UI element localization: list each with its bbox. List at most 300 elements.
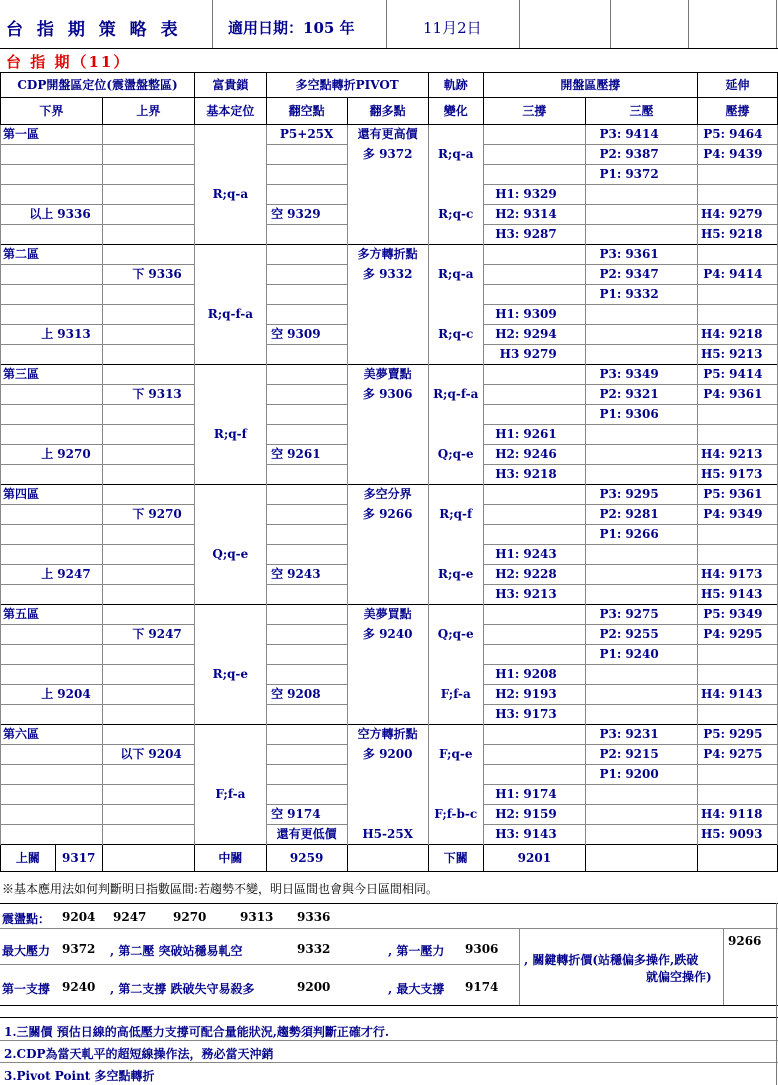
table-cell: [428, 465, 483, 485]
table-cell: [586, 705, 624, 725]
table-cell: [623, 345, 660, 365]
table-cell: [285, 525, 347, 545]
table-cell: [285, 185, 347, 205]
table-cell: [285, 725, 347, 745]
table-cell: 9213: [727, 445, 777, 465]
table-cell: [347, 185, 428, 205]
mid-gate-value: 9259: [266, 845, 347, 872]
table-cell: [266, 765, 285, 785]
osc-value: 9270: [173, 910, 207, 924]
table-cell: [146, 125, 194, 145]
table-cell: P3:: [586, 245, 624, 265]
table-cell: [483, 725, 521, 745]
table-cell: [586, 445, 624, 465]
table-cell: [347, 805, 428, 825]
table-cell: [102, 325, 146, 345]
table-cell: [565, 245, 586, 265]
table-cell: 空: [266, 325, 285, 345]
table-cell: 9361: [727, 385, 777, 405]
table-cell: [102, 525, 146, 545]
table-cell: [428, 185, 483, 205]
table-cell: [102, 725, 146, 745]
table-cell: [1, 645, 56, 665]
table-cell: [195, 725, 267, 745]
max-sup-label: , 最大支撐: [388, 982, 445, 996]
table-cell: [565, 225, 586, 245]
table-cell: [623, 825, 660, 845]
table-cell: [347, 405, 428, 425]
table-cell: Q;q-e: [195, 545, 267, 565]
table-cell: [55, 725, 102, 745]
divider: [386, 0, 387, 48]
table-cell: P4:: [698, 625, 727, 645]
table-cell: [55, 165, 102, 185]
table-cell: [727, 545, 777, 565]
table-cell: [623, 805, 660, 825]
table-cell: [195, 525, 267, 545]
table-cell: [55, 645, 102, 665]
table-cell: [266, 185, 285, 205]
table-cell: [55, 245, 102, 265]
applicable-date-label: 適用日期：105 年: [228, 19, 355, 37]
second-sup-value: 9200: [297, 980, 331, 994]
table-cell: [146, 725, 194, 745]
table-cell: [347, 285, 428, 305]
table-cell: [586, 805, 624, 825]
divider: [212, 0, 213, 48]
table-cell: [1, 625, 56, 645]
table-cell: [727, 705, 777, 725]
table-cell: 9349: [727, 505, 777, 525]
table-cell: [661, 445, 698, 465]
table-cell: [521, 125, 564, 145]
table-cell: [146, 465, 194, 485]
zone-name: 第四區: [1, 485, 56, 505]
table-row: [1, 505, 778, 525]
table-cell: [521, 765, 564, 785]
upper-gate-label: 上關: [1, 845, 56, 872]
table-cell: P3:: [586, 725, 624, 745]
table-row: [1, 465, 778, 485]
table-cell: 9243: [285, 565, 347, 585]
table-cell: [565, 405, 586, 425]
table-cell: [483, 605, 521, 625]
long-pivot: 多 9240: [347, 625, 428, 645]
table-cell: [102, 185, 146, 205]
key-label: , 關鍵轉折價(站穩偏多操作,跌破: [524, 953, 699, 967]
divider: [776, 0, 777, 48]
table-cell: 9414: [727, 365, 777, 385]
table-cell: 9349: [727, 605, 777, 625]
table-cell: P2:: [586, 505, 624, 525]
table-cell: [727, 245, 777, 265]
table-cell: [521, 365, 564, 385]
table-row: [1, 125, 778, 145]
upper-gate-value: 9317: [55, 845, 102, 872]
table-cell: [661, 365, 698, 385]
table-cell: [1, 785, 56, 805]
table-row: [1, 165, 778, 185]
table-cell: 9228: [521, 565, 564, 585]
key-value: 9266: [728, 934, 762, 948]
table-row: [1, 405, 778, 425]
table-cell: [727, 785, 777, 805]
table-cell: [146, 605, 194, 625]
table-cell: [623, 325, 660, 345]
table-cell: [266, 585, 285, 605]
zone-name: 第二區: [1, 245, 56, 265]
table-cell: H2:: [483, 445, 521, 465]
table-cell: [623, 425, 660, 445]
table-cell: [483, 285, 521, 305]
table-cell: [266, 485, 285, 505]
table-cell: [586, 425, 624, 445]
table-cell: [586, 305, 624, 325]
long-pivot: 多 9306: [347, 385, 428, 405]
table-cell: 9414: [727, 265, 777, 285]
table-cell: H1:: [483, 305, 521, 325]
table-cell: 9213: [727, 345, 777, 365]
table-cell: [55, 365, 102, 385]
table-cell: P4:: [698, 385, 727, 405]
long-pivot: 多 9266: [347, 505, 428, 525]
table-cell: [55, 125, 102, 145]
table-row: [1, 725, 778, 745]
table-cell: 9173: [727, 465, 777, 485]
table-cell: 9261: [285, 445, 347, 465]
col-group-cdp: CDP開盤區定位(震盪盤整區): [1, 73, 195, 98]
table-cell: 空: [266, 205, 285, 225]
table-cell: 下: [102, 385, 146, 405]
table-cell: [195, 205, 267, 225]
table-cell: R;q-f: [195, 425, 267, 445]
table-cell: [661, 605, 698, 625]
pivot-note: 空方轉折點: [347, 725, 428, 745]
zone-name: 第五區: [1, 605, 56, 625]
table-cell: R;q-c: [428, 325, 483, 345]
col-extend: 延伸: [698, 73, 778, 98]
table-cell: [1, 825, 56, 845]
table-row: [1, 245, 778, 265]
table-cell: P2:: [586, 625, 624, 645]
table-cell: P5:: [698, 725, 727, 745]
table-cell: [146, 305, 194, 325]
table-cell: H1:: [483, 785, 521, 805]
max-press-value: 9372: [62, 942, 96, 956]
table-cell: [266, 265, 285, 285]
table-cell: [347, 345, 428, 365]
table-cell: [565, 185, 586, 205]
table-cell: [565, 765, 586, 785]
table-row: [1, 385, 778, 405]
table-cell: [521, 405, 564, 425]
table-cell: [146, 525, 194, 545]
table-cell: [1, 505, 56, 525]
table-cell: 9218: [727, 225, 777, 245]
zone-name: 第三區: [1, 365, 56, 385]
table-cell: [727, 405, 777, 425]
table-cell: [727, 165, 777, 185]
table-cell: 9279: [727, 205, 777, 225]
table-cell: H3:: [483, 225, 521, 245]
table-cell: [102, 305, 146, 325]
table-cell: [565, 585, 586, 605]
table-cell: H1:: [483, 425, 521, 445]
table-cell: [55, 225, 102, 245]
table-cell: [195, 405, 267, 425]
table-cell: [661, 145, 698, 165]
table-cell: [698, 305, 727, 325]
table-cell: [266, 385, 285, 405]
table-cell: [146, 345, 194, 365]
divider: [610, 0, 611, 48]
table-cell: 9336: [146, 265, 194, 285]
col-group-pivot: 多空點轉折PIVOT: [266, 73, 428, 98]
table-cell: [102, 225, 146, 245]
table-cell: 9143: [523, 827, 557, 841]
table-cell: [347, 785, 428, 805]
table-cell: H5:: [698, 825, 727, 845]
table-cell: [565, 265, 586, 285]
table-cell: H3:: [483, 585, 521, 605]
table-cell: 9295: [623, 485, 660, 505]
table-cell: P5:: [698, 605, 727, 625]
table-cell: [565, 725, 586, 745]
table-row: [1, 285, 778, 305]
table-cell: [565, 545, 586, 565]
divider: [723, 928, 724, 1005]
table-cell: H2:: [483, 565, 521, 585]
table-cell: [521, 285, 564, 305]
table-cell: [347, 325, 428, 345]
table-cell: [1, 585, 56, 605]
table-cell: 9213: [523, 587, 557, 601]
table-cell: 上: [1, 685, 56, 705]
table-cell: [347, 165, 428, 185]
table-cell: [102, 805, 146, 825]
table-cell: [521, 505, 564, 525]
table-cell: [285, 745, 347, 765]
table-cell: [661, 785, 698, 805]
table-cell: [565, 145, 586, 165]
table-cell: [347, 645, 428, 665]
table-cell: [195, 445, 267, 465]
table-cell: [483, 385, 521, 405]
table-cell: P4:: [698, 265, 727, 285]
col-flip-short: 翻空點: [266, 98, 347, 125]
table-cell: [266, 365, 285, 385]
table-cell: P5:: [698, 125, 727, 145]
table-cell: [102, 485, 146, 505]
table-cell: 9208: [285, 685, 347, 705]
table-cell: [1, 265, 56, 285]
table-cell: [285, 465, 347, 485]
table-cell: 9439: [727, 145, 777, 165]
table-cell: [623, 705, 660, 725]
table-cell: [102, 645, 146, 665]
table-cell: [586, 785, 624, 805]
table-cell: [146, 285, 194, 305]
table-cell: [146, 585, 194, 605]
table-cell: [661, 665, 698, 685]
table-cell: H5:: [698, 345, 727, 365]
table-cell: [661, 705, 698, 725]
table-cell: P1:: [586, 165, 624, 185]
table-cell: 9173: [523, 707, 557, 721]
table-cell: 9313: [55, 325, 102, 345]
table-cell: [195, 745, 267, 765]
sheet-header: [0, 0, 778, 49]
table-cell: [266, 305, 285, 325]
table-cell: [347, 665, 428, 685]
divider: [0, 1062, 778, 1063]
divider: [0, 903, 778, 904]
table-cell: [586, 565, 624, 585]
table-cell: [55, 745, 102, 765]
table-cell: [195, 345, 267, 365]
table-row: [1, 525, 778, 545]
table-cell: [146, 405, 194, 425]
table-cell: [55, 285, 102, 305]
table-cell: [483, 125, 521, 145]
table-cell: [428, 425, 483, 445]
table-cell: [285, 485, 347, 505]
table-cell: [727, 425, 777, 445]
table-cell: [266, 285, 285, 305]
table-cell: 空: [266, 685, 285, 705]
table-cell: [661, 405, 698, 425]
table-cell: [55, 545, 102, 565]
table-cell: [347, 565, 428, 585]
table-cell: 9294: [521, 325, 564, 345]
table-cell: [266, 645, 285, 665]
table-cell: [727, 525, 777, 545]
table-cell: [661, 685, 698, 705]
table-cell: [195, 245, 267, 265]
table-cell: [428, 345, 483, 365]
table-cell: H1:: [483, 665, 521, 685]
table-cell: [565, 705, 586, 725]
table-cell: [195, 365, 267, 385]
divider: [519, 928, 520, 1005]
table-cell: 9349: [623, 365, 660, 385]
table-cell: [428, 225, 483, 245]
table-cell: [727, 305, 777, 325]
table-cell: [661, 165, 698, 185]
osc-value: 9204: [62, 910, 96, 924]
table-cell: [146, 365, 194, 385]
table-cell: [623, 205, 660, 225]
table-cell: [285, 385, 347, 405]
first-sup-value: 9240: [62, 980, 96, 994]
table-cell: [195, 165, 267, 185]
table-cell: H2:: [483, 685, 521, 705]
table-cell: R;q-f-a: [195, 305, 267, 325]
table-cell: [102, 425, 146, 445]
table-cell: [521, 745, 564, 765]
table-cell: [146, 145, 194, 165]
table-cell: 空: [266, 445, 285, 465]
table-cell: [285, 405, 347, 425]
table-cell: [521, 385, 564, 405]
table-cell: [266, 705, 285, 725]
table-cell: P1:: [586, 525, 624, 545]
table-cell: 9314: [521, 205, 564, 225]
table-cell: [565, 285, 586, 305]
table-cell: [661, 725, 698, 745]
table-cell: [102, 285, 146, 305]
table-cell: 9321: [623, 385, 660, 405]
table-cell: 9329: [521, 185, 564, 205]
table-row: [1, 185, 778, 205]
table-cell: H4:: [698, 565, 727, 585]
table-cell: 9118: [727, 805, 777, 825]
table-cell: 9218: [523, 467, 557, 481]
table-cell: [565, 625, 586, 645]
osc-label: 震盪點：: [2, 912, 51, 926]
table-cell: 9231: [623, 725, 660, 745]
table-cell: 9261: [521, 425, 564, 445]
second-sup-label: , 第二支撐 跌破失守易殺多: [110, 982, 255, 996]
table-cell: [195, 505, 267, 525]
table-cell: [483, 505, 521, 525]
table-cell: [102, 785, 146, 805]
table-cell: [661, 345, 698, 365]
table-cell: [146, 685, 194, 705]
table-cell: [266, 605, 285, 625]
table-cell: P2:: [586, 145, 624, 165]
table-cell: [55, 585, 102, 605]
table-cell: [661, 465, 698, 485]
table-cell: [661, 585, 698, 605]
applicable-date: 11月2日: [423, 19, 482, 37]
mid-gate-label: 中關: [195, 845, 267, 872]
table-cell: 9279: [523, 347, 557, 361]
table-cell: [661, 125, 698, 145]
table-cell: [55, 505, 102, 525]
table-cell: [428, 525, 483, 545]
table-cell: [1, 805, 56, 825]
table-row: [1, 145, 778, 165]
first-press-value: 9306: [465, 942, 499, 956]
table-cell: 下: [102, 625, 146, 645]
table-cell: 空: [266, 565, 285, 585]
table-cell: [146, 445, 194, 465]
table-cell: [195, 685, 267, 705]
table-cell: [102, 585, 146, 605]
table-cell: [565, 325, 586, 345]
table-cell: [623, 585, 660, 605]
table-cell: [661, 385, 698, 405]
table-cell: [661, 505, 698, 525]
table-cell: R;q-a: [428, 265, 483, 285]
table-cell: F;q-e: [428, 745, 483, 765]
table-cell: [146, 665, 194, 685]
table-cell: 上: [1, 445, 56, 465]
table-cell: [1, 185, 56, 205]
divider: [0, 964, 519, 965]
table-cell: [661, 545, 698, 565]
table-cell: 9275: [623, 605, 660, 625]
table-cell: [483, 145, 521, 165]
table-cell: [623, 465, 660, 485]
table-cell: 9174: [285, 805, 347, 825]
table-cell: [195, 805, 267, 825]
table-cell: [483, 645, 521, 665]
table-cell: [146, 325, 194, 345]
table-cell: 9143: [727, 585, 777, 605]
table-cell: [347, 425, 428, 445]
